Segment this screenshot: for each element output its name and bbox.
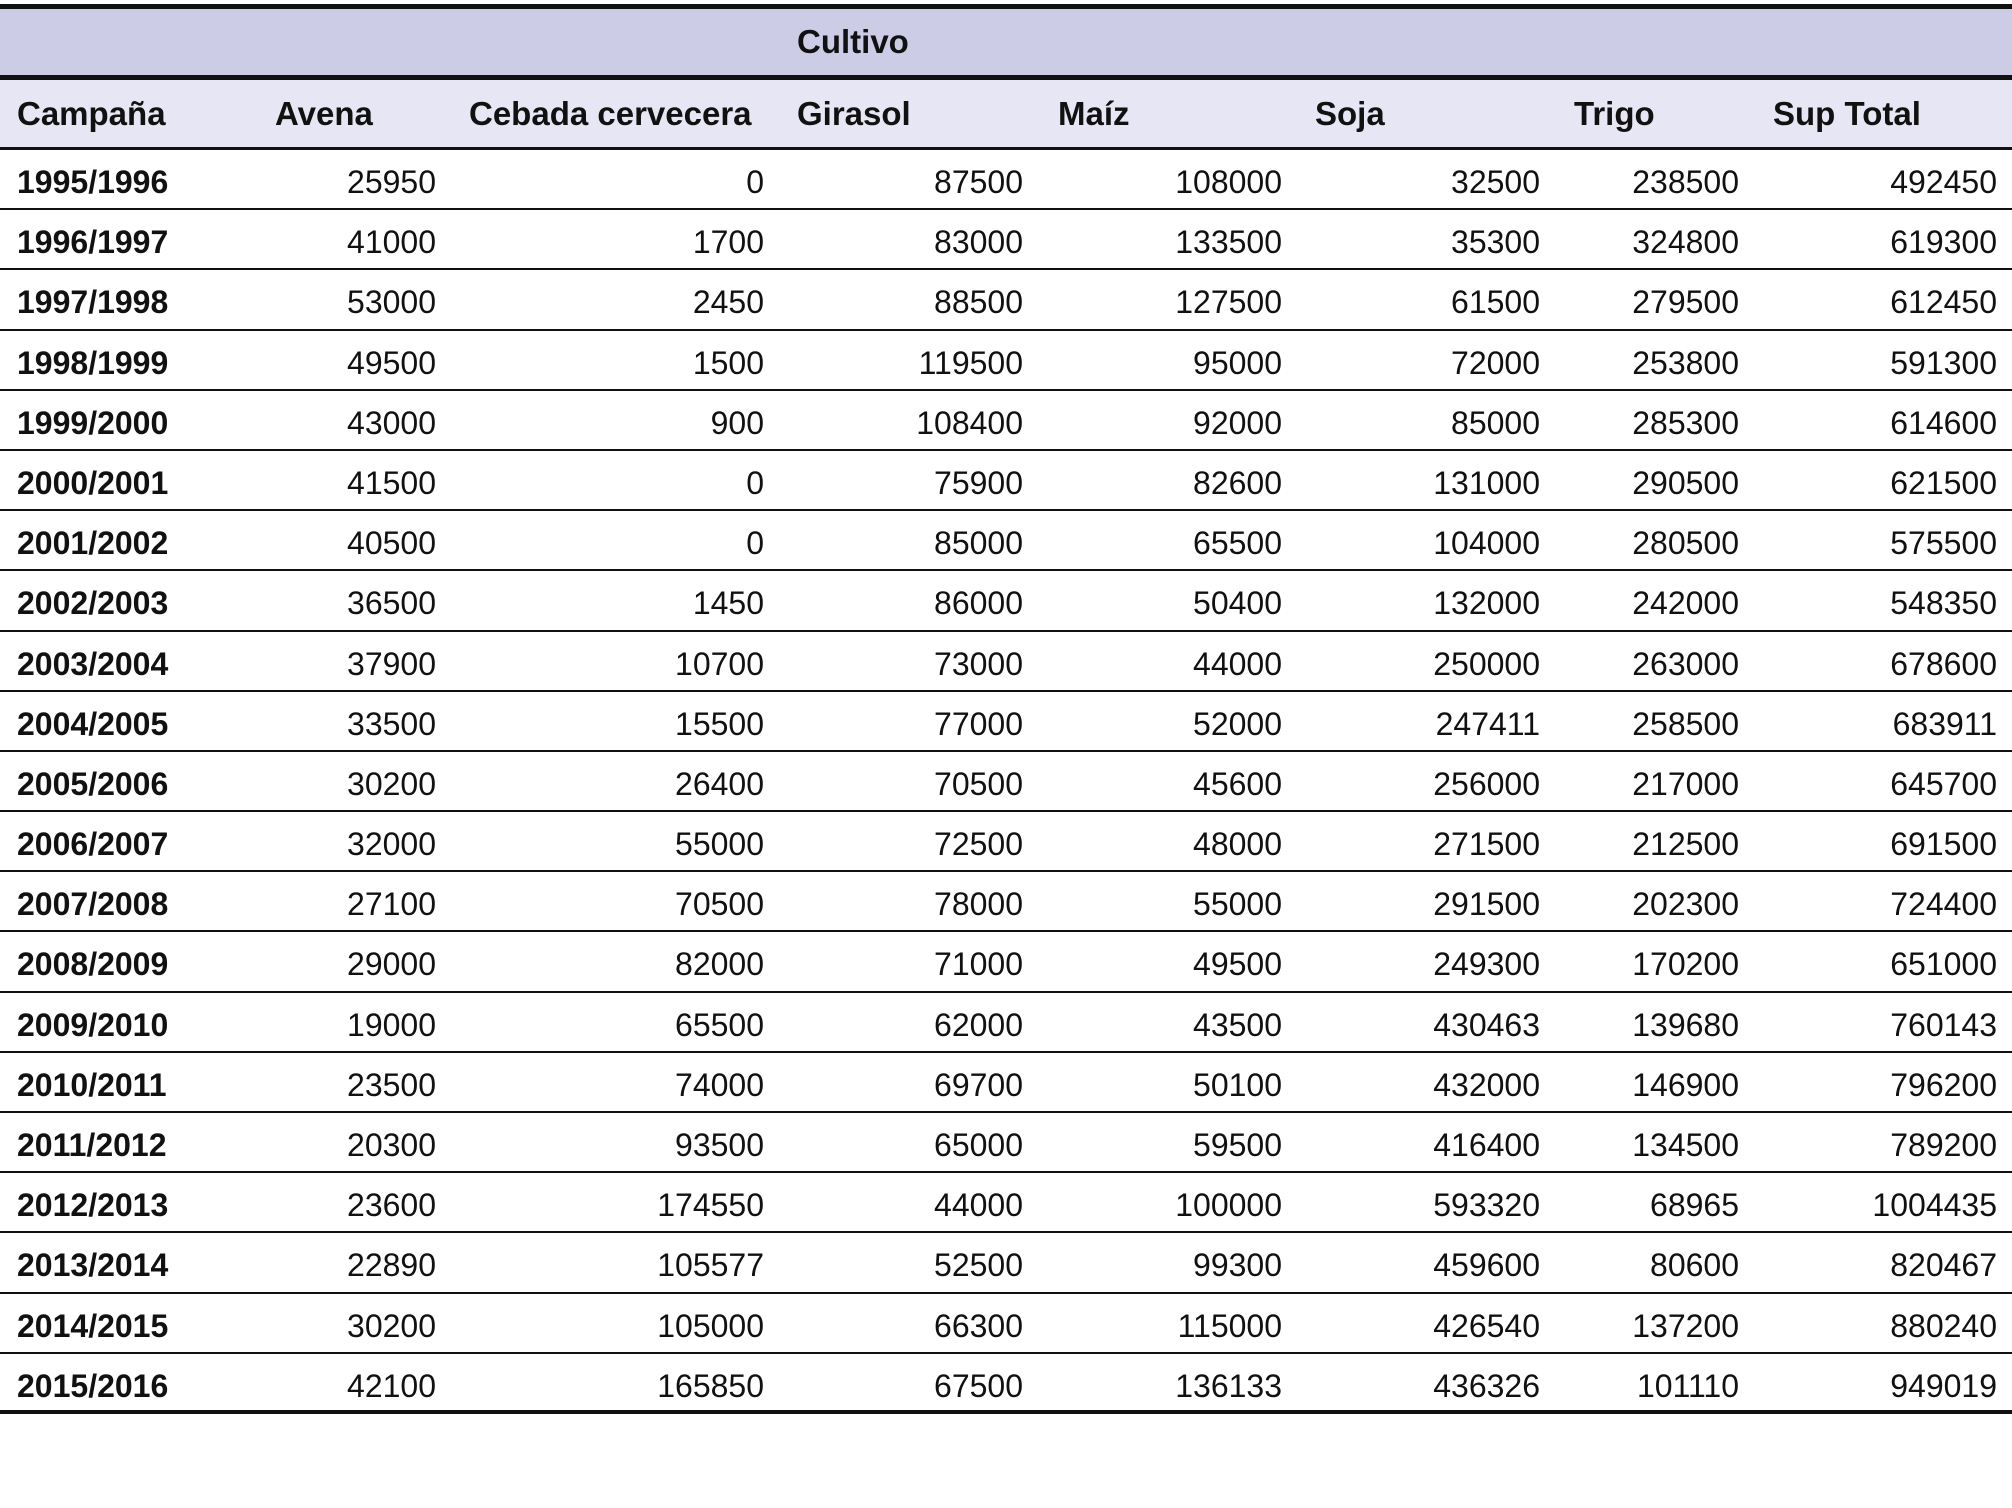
table-row xyxy=(0,812,2012,872)
soja-cell: 436326 xyxy=(1433,1367,1540,1404)
sup-total-cell: 492450 xyxy=(1890,164,1997,200)
table-row xyxy=(0,692,2012,752)
sup-total-cell: 621500 xyxy=(1890,464,1997,501)
cebada-cell: 105577 xyxy=(657,1247,764,1284)
campana-cell: 2015/2016 xyxy=(17,1367,169,1404)
cebada-cell: 0 xyxy=(746,464,764,501)
soja-cell: 249300 xyxy=(1433,946,1540,983)
campana-cell: 2013/2014 xyxy=(17,1247,169,1284)
soja-cell: 35300 xyxy=(1451,224,1540,261)
sup-total-cell: 796200 xyxy=(1890,1066,1997,1103)
table-row xyxy=(0,872,2012,932)
cebada-cell: 26400 xyxy=(675,765,764,802)
maiz-cell: 49500 xyxy=(1193,946,1282,983)
table-body xyxy=(0,150,2012,1414)
trigo-cell: 217000 xyxy=(1632,765,1739,802)
table-row xyxy=(0,1233,2012,1293)
cebada-cell: 174550 xyxy=(657,1187,764,1224)
soja-cell: 32500 xyxy=(1451,164,1540,200)
trigo-cell: 285300 xyxy=(1632,404,1739,441)
sup-total-cell: 691500 xyxy=(1890,826,1997,863)
maiz-cell: 59500 xyxy=(1193,1127,1282,1163)
maiz-cell: 52000 xyxy=(1193,705,1282,742)
trigo-cell: 279500 xyxy=(1632,284,1739,321)
sup-total-cell: 548350 xyxy=(1890,585,1997,622)
girasol-cell: 108400 xyxy=(916,404,1023,441)
group-header-label: Cultivo xyxy=(797,23,909,60)
cebada-cell: 165850 xyxy=(657,1367,764,1404)
avena-cell: 53000 xyxy=(347,284,436,321)
campana-cell: 1996/1997 xyxy=(17,224,169,261)
sup-total-cell: 614600 xyxy=(1890,404,1997,441)
trigo-cell: 263000 xyxy=(1632,645,1739,682)
girasol-cell: 44000 xyxy=(934,1187,1023,1224)
girasol-cell: 88500 xyxy=(934,284,1023,321)
sup-total-cell: 949019 xyxy=(1890,1367,1997,1404)
avena-cell: 41500 xyxy=(347,464,436,501)
girasol-cell: 119500 xyxy=(918,344,1023,381)
maiz-cell: 95000 xyxy=(1193,344,1282,381)
table-row xyxy=(0,571,2012,631)
maiz-cell: 82600 xyxy=(1193,464,1282,501)
girasol-cell: 85000 xyxy=(934,525,1023,562)
campana-cell: 2005/2006 xyxy=(17,765,169,802)
campana-cell: 2004/2005 xyxy=(17,705,169,742)
sup-total-cell: 724400 xyxy=(1890,886,1997,923)
soja-cell: 131000 xyxy=(1433,464,1540,501)
avena-cell: 36500 xyxy=(347,585,436,622)
cebada-cell: 10700 xyxy=(675,645,764,682)
maiz-cell: 100000 xyxy=(1175,1187,1282,1224)
cebada-cell: 55000 xyxy=(675,826,764,863)
soja-cell: 72000 xyxy=(1451,344,1540,381)
girasol-cell: 86000 xyxy=(934,585,1023,622)
soja-cell: 416400 xyxy=(1433,1127,1540,1163)
cebada-cell: 15500 xyxy=(675,705,764,742)
soja-cell: 426540 xyxy=(1433,1307,1540,1344)
girasol-cell: 52500 xyxy=(934,1247,1023,1284)
table-row xyxy=(0,1113,2012,1173)
table-row xyxy=(0,993,2012,1053)
trigo-cell: 324800 xyxy=(1632,224,1739,261)
soja-cell: 291500 xyxy=(1433,886,1540,923)
sup-total-cell: 645700 xyxy=(1890,765,1997,802)
soja-cell: 459600 xyxy=(1433,1247,1540,1284)
girasol-cell: 69700 xyxy=(934,1066,1023,1103)
avena-cell: 25950 xyxy=(347,164,436,200)
sup-total-cell: 678600 xyxy=(1890,645,1997,682)
campana-cell: 2001/2002 xyxy=(17,525,169,562)
avena-cell: 23500 xyxy=(347,1066,436,1103)
table-row xyxy=(0,752,2012,812)
maiz-cell: 50100 xyxy=(1193,1066,1282,1103)
campana-cell: 2009/2010 xyxy=(17,1006,169,1043)
cebada-cell: 65500 xyxy=(675,1006,764,1043)
cebada-cell: 70500 xyxy=(675,886,764,923)
trigo-cell: 253800 xyxy=(1632,344,1739,381)
soja-cell: 256000 xyxy=(1433,765,1540,802)
soja-cell: 61500 xyxy=(1451,284,1540,321)
trigo-cell: 139680 xyxy=(1632,1006,1739,1043)
soja-cell: 250000 xyxy=(1433,645,1540,682)
maiz-cell: 44000 xyxy=(1193,645,1282,682)
column-header-maiz: Maíz xyxy=(1058,95,1130,132)
trigo-cell: 137200 xyxy=(1632,1307,1739,1344)
girasol-cell: 87500 xyxy=(934,164,1023,200)
avena-cell: 20300 xyxy=(347,1127,436,1163)
girasol-cell: 75900 xyxy=(934,464,1023,501)
avena-cell: 23600 xyxy=(347,1187,436,1224)
cebada-cell: 105000 xyxy=(657,1307,764,1344)
sup-total-cell: 880240 xyxy=(1890,1307,1997,1344)
sup-total-cell: 651000 xyxy=(1890,946,1997,983)
cebada-cell: 74000 xyxy=(675,1066,764,1103)
sup-total-cell: 683911 xyxy=(1892,705,1997,742)
girasol-cell: 77000 xyxy=(934,705,1023,742)
table-row xyxy=(0,511,2012,571)
trigo-cell: 238500 xyxy=(1632,164,1739,200)
maiz-cell: 65500 xyxy=(1193,525,1282,562)
girasol-cell: 72500 xyxy=(934,826,1023,863)
table-row xyxy=(0,1173,2012,1233)
sup-total-cell: 619300 xyxy=(1890,224,1997,261)
campana-cell: 1998/1999 xyxy=(17,344,169,381)
column-header-girasol: Girasol xyxy=(797,95,911,132)
cebada-cell: 900 xyxy=(710,404,764,441)
sup-total-cell: 789200 xyxy=(1890,1127,1997,1163)
avena-cell: 41000 xyxy=(347,224,436,261)
trigo-cell: 242000 xyxy=(1632,585,1739,622)
campana-cell: 2012/2013 xyxy=(17,1187,169,1224)
girasol-cell: 67500 xyxy=(934,1367,1023,1404)
table-row xyxy=(0,331,2012,391)
avena-cell: 27100 xyxy=(347,886,436,923)
maiz-cell: 127500 xyxy=(1175,284,1282,321)
maiz-cell: 48000 xyxy=(1193,826,1282,863)
cebada-cell: 93500 xyxy=(675,1127,764,1163)
girasol-cell: 62000 xyxy=(934,1006,1023,1043)
trigo-cell: 258500 xyxy=(1632,705,1739,742)
campana-cell: 2011/2012 xyxy=(17,1127,167,1163)
girasol-cell: 66300 xyxy=(934,1307,1023,1344)
table-row xyxy=(0,451,2012,511)
campana-cell: 2000/2001 xyxy=(17,464,169,501)
maiz-cell: 45600 xyxy=(1193,765,1282,802)
campana-cell: 1995/1996 xyxy=(17,164,169,200)
cebada-cell: 0 xyxy=(746,164,764,200)
soja-cell: 104000 xyxy=(1433,525,1540,562)
campana-cell: 2007/2008 xyxy=(17,886,169,923)
sup-total-cell: 820467 xyxy=(1890,1247,1997,1284)
table-row xyxy=(0,270,2012,330)
girasol-cell: 65000 xyxy=(934,1127,1023,1163)
maiz-cell: 133500 xyxy=(1175,224,1282,261)
table-row xyxy=(0,150,2012,210)
soja-cell: 132000 xyxy=(1433,585,1540,622)
campana-cell: 2003/2004 xyxy=(17,645,169,682)
column-header-cebada: Cebada cervecera xyxy=(469,95,752,132)
avena-cell: 42100 xyxy=(347,1367,436,1404)
maiz-cell: 99300 xyxy=(1193,1247,1282,1284)
soja-cell: 430463 xyxy=(1433,1006,1540,1043)
soja-cell: 271500 xyxy=(1433,826,1540,863)
sup-total-cell: 591300 xyxy=(1890,344,1997,381)
table-row xyxy=(0,391,2012,451)
avena-cell: 19000 xyxy=(347,1006,436,1043)
trigo-cell: 170200 xyxy=(1632,946,1739,983)
column-header-avena: Avena xyxy=(275,95,373,132)
campana-cell: 2014/2015 xyxy=(17,1307,169,1344)
avena-cell: 32000 xyxy=(347,826,436,863)
maiz-cell: 55000 xyxy=(1193,886,1282,923)
avena-cell: 30200 xyxy=(347,1307,436,1344)
column-header-row xyxy=(0,80,2012,147)
sup-total-cell: 612450 xyxy=(1890,284,1997,321)
soja-cell: 432000 xyxy=(1433,1066,1540,1103)
soja-cell: 247411 xyxy=(1435,705,1540,742)
avena-cell: 22890 xyxy=(347,1247,436,1284)
group-header-band xyxy=(0,9,2012,75)
avena-cell: 33500 xyxy=(347,705,436,742)
campana-cell: 2008/2009 xyxy=(17,946,169,983)
trigo-cell: 280500 xyxy=(1632,525,1739,562)
maiz-cell: 108000 xyxy=(1175,164,1282,200)
avena-cell: 43000 xyxy=(347,404,436,441)
campana-cell: 2006/2007 xyxy=(17,826,169,863)
cebada-cell: 0 xyxy=(746,525,764,562)
maiz-cell: 50400 xyxy=(1193,585,1282,622)
girasol-cell: 71000 xyxy=(934,946,1023,983)
column-header-sup-total: Sup Total xyxy=(1773,95,1921,132)
cebada-cell: 1700 xyxy=(692,224,764,261)
cebada-cell: 2450 xyxy=(692,284,764,321)
sup-total-cell: 575500 xyxy=(1890,525,1997,562)
campana-cell: 1999/2000 xyxy=(17,404,169,441)
sup-total-cell: 760143 xyxy=(1890,1006,1997,1043)
avena-cell: 37900 xyxy=(347,645,436,682)
table-row xyxy=(0,210,2012,270)
campana-cell: 1997/1998 xyxy=(17,284,169,321)
avena-cell: 29000 xyxy=(347,946,436,983)
cebada-cell: 1450 xyxy=(692,585,764,622)
avena-cell: 49500 xyxy=(347,344,436,381)
column-header-trigo: Trigo xyxy=(1574,95,1655,132)
table-row xyxy=(0,1053,2012,1113)
column-header-campana: Campaña xyxy=(17,95,166,132)
table-row xyxy=(0,632,2012,692)
table-row xyxy=(0,1354,2012,1414)
trigo-cell: 68965 xyxy=(1650,1187,1739,1224)
trigo-cell: 202300 xyxy=(1632,886,1739,923)
trigo-cell: 80600 xyxy=(1650,1247,1739,1284)
table-row xyxy=(0,1294,2012,1354)
trigo-cell: 101110 xyxy=(1636,1367,1739,1404)
maiz-cell: 136133 xyxy=(1175,1367,1282,1404)
girasol-cell: 78000 xyxy=(934,886,1023,923)
soja-cell: 593320 xyxy=(1433,1187,1540,1224)
trigo-cell: 212500 xyxy=(1632,826,1739,863)
avena-cell: 30200 xyxy=(347,765,436,802)
cebada-cell: 82000 xyxy=(675,946,764,983)
girasol-cell: 83000 xyxy=(934,224,1023,261)
girasol-cell: 73000 xyxy=(934,645,1023,682)
trigo-cell: 146900 xyxy=(1632,1066,1739,1103)
cebada-cell: 1500 xyxy=(692,344,764,381)
soja-cell: 85000 xyxy=(1451,404,1540,441)
maiz-cell: 43500 xyxy=(1193,1006,1282,1043)
avena-cell: 40500 xyxy=(347,525,436,562)
trigo-cell: 134500 xyxy=(1632,1127,1739,1163)
table-row xyxy=(0,932,2012,992)
maiz-cell: 92000 xyxy=(1193,404,1282,441)
campana-cell: 2010/2011 xyxy=(17,1066,167,1103)
girasol-cell: 70500 xyxy=(934,765,1023,802)
trigo-cell: 290500 xyxy=(1632,464,1739,501)
column-header-soja: Soja xyxy=(1315,95,1385,132)
sup-total-cell: 1004435 xyxy=(1872,1187,1997,1224)
campana-cell: 2002/2003 xyxy=(17,585,169,622)
maiz-cell: 115000 xyxy=(1177,1307,1282,1344)
